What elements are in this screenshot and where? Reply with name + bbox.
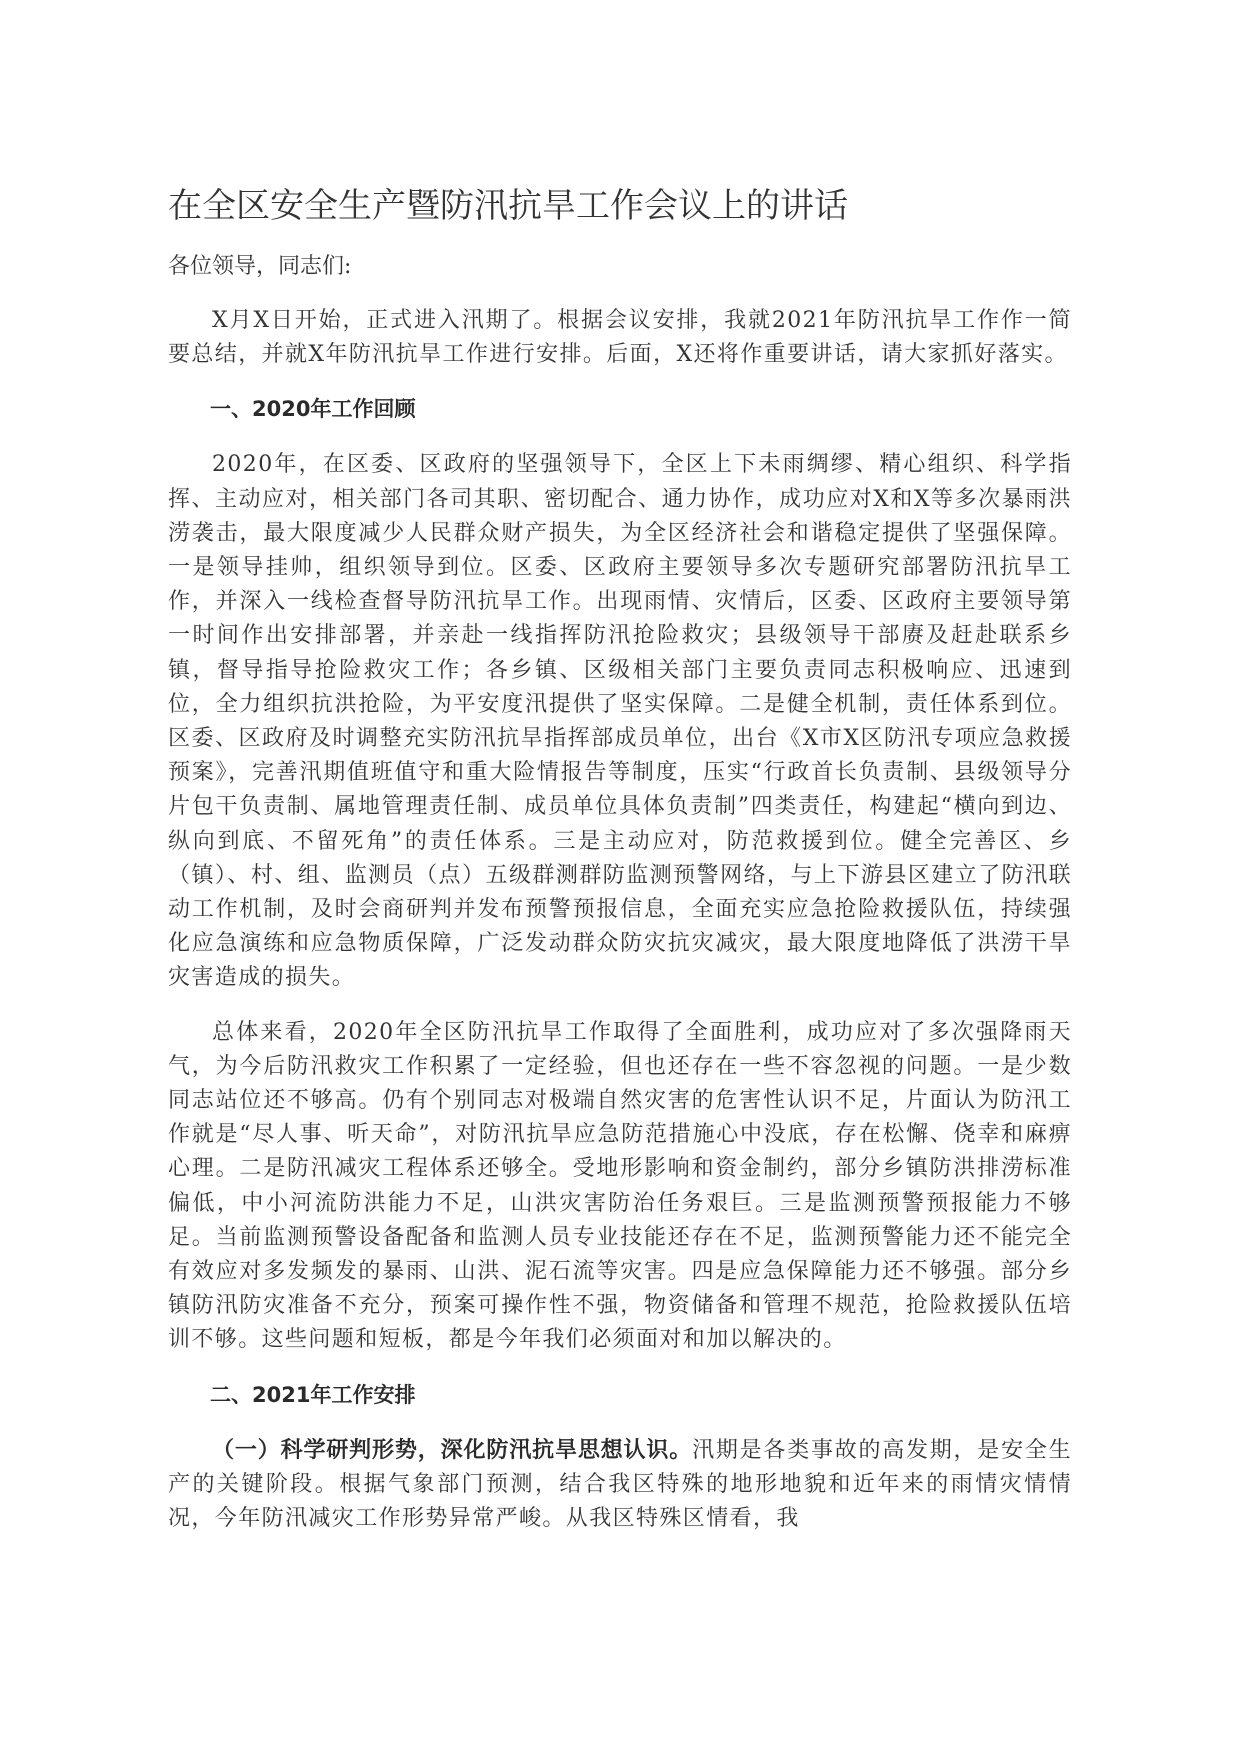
section-heading-plan: 二、2021年工作安排 bbox=[210, 1382, 416, 1407]
salutation: 各位领导，同志们: bbox=[168, 254, 352, 279]
plan-subsection-paragraph bbox=[168, 1434, 1072, 1537]
section-heading-review: 一、2020年工作回顾 bbox=[210, 397, 416, 422]
subsection-lead: （一）科学研判形势，深化防汛抗旱思想认识。 bbox=[212, 1437, 693, 1463]
document-title: 在全区安全生产暨防汛抗旱工作会议上的讲话 bbox=[168, 186, 848, 226]
subsection-text: 汛期是各类事故的高发期，是安全生产的关键阶段。根据气象部门预测，结合我区特殊的地形地貌和近年来的雨情灾情情况，今年防汛减灾工作形势异常严峻。从我区特殊区情看，我 bbox=[168, 1437, 1072, 1532]
document-page bbox=[168, 178, 1072, 1556]
problems-paragraph: 总体来看，2020年全区防汛抗旱工作取得了全面胜利，成功应对了多次强降雨天气，为今后防汛救灾工作积累了一定经验，但也还存在一些不容忽视的问题。一是少数同志站位还不够高。仍有个别同志对极端自然灾害的危害性认识不足，片面认为防汛工作就是“尽人事、听天命”，对防汛抗旱应急防范措施心中没底，存在松懈、侥幸和麻痹心理。二是防汛减灾工程体系还够全。受地形影响和资金制约，部分乡镇防洪排涝标准偏低，中小河流防洪能力不足，山洪灾害防治任务艰巨。三是监测预警预报能力不够足。当前监测预警设备配备和监测人员专业技能还存在不足，监测预警能力还不能完全有效应对多发频发的暴雨、山洪、泥石流等灾害。四是应急保障能力还不够强。部分乡镇防汛防灾准备不充分，预案可操作性不强，物资储备和管理不规范，抢险救援队伍培训不够。这些问题和短板，都是今年我们必须面对和加以解决的。 bbox=[168, 1019, 1072, 1353]
review-paragraph: 2020年，在区委、区政府的坚强领导下，全区上下未雨绸缪、精心组织、科学指挥、主动应对，相关部门各司其职、密切配合、通力协作，成功应对X和X等多次暴雨洪涝袭击，最大限度减少人民群众财产损失，为全区经济社会和谐稳定提供了坚强保障。一是领导挂帅，组织领导到位。区委、区政府主要领导多次专题研究部署防汛抗旱工作，并深入一线检查督导防汛抗旱工作。出现雨情、灾情后，区委、区政府主要领导第一时间作出安排部署，并亲赴一线指挥防汛抢险救灾；县级领导干部赓及赶赴联系乡镇，督导指导抢险救灾工作；各乡镇、区级相关部门主要负责同志积极响应、迅速到位，全力组织抗洪抢险，为平安度汛提供了坚实保障。二是健全机制，责任体系到位。区委、区政府及时调整充实防汛抗旱指挥部成员单位，出台《X市X区防汛专项应急救援预案》，完善汛期值班值守和重大险情报告等制度，压实“行政首长负责制、县级领导分片包干负责制、属地管理责任制、成员单位具体负责制”四类责任，构建起“横向到边、纵向到底、不留死角”的责任体系。三是主动应对，防范救援到位。健全完善区、乡（镇）、村、组、监测员（点）五级群测群防监测预警网络，与上下游县区建立了防汛联动工作机制，及时会商研判并发布预警预报信息，全面充实应急抢险救援队伍，持续强化应急演练和应急物质保障，广泛发动群众防灾抗灾减灾，最大限度地降低了洪涝干旱灾害造成的损失。 bbox=[168, 452, 1072, 991]
intro-paragraph: X月X日开始，正式进入汛期了。根据会议安排，我就2021年防汛抗旱工作作一简要总结，并就X年防汛抗旱工作进行安排。后面，X还将作重要讲话，请大家抓好落实。 bbox=[168, 308, 1072, 368]
